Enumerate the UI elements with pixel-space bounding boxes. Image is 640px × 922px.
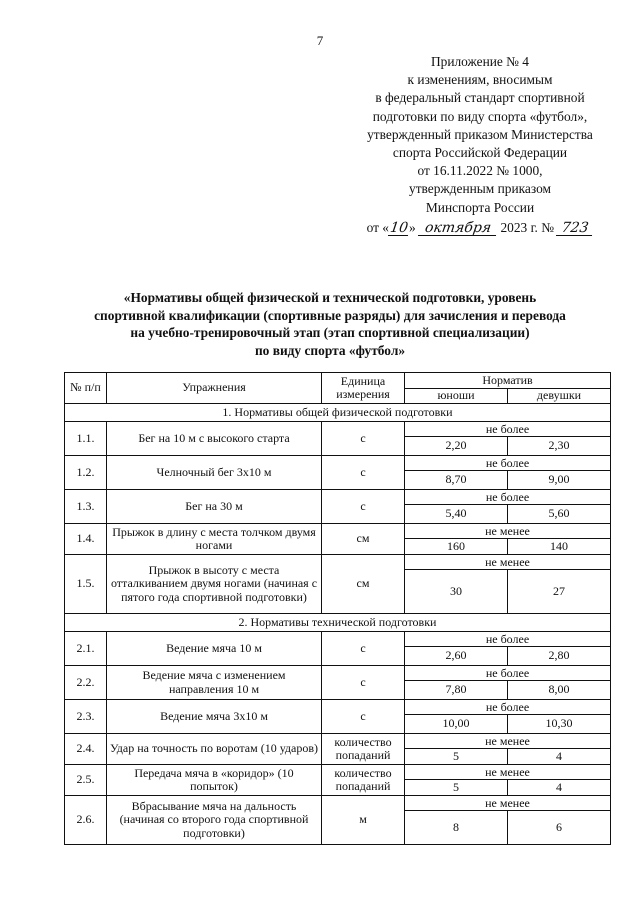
norm-condition: не менее [405,555,611,570]
girls-value: 2,30 [508,437,611,456]
boys-value: 8,70 [405,471,508,490]
unit: с [322,632,405,666]
exercise-name: Бег на 30 м [107,490,322,524]
table-row [65,666,611,681]
row-number: 1.3. [65,490,107,524]
norms-table-body [65,373,611,845]
unit: с [322,700,405,734]
boys-value: 160 [405,539,508,555]
header-row [65,373,611,389]
appendix-line: от 16.11.2022 № 1000, [417,163,543,179]
title-line: «Нормативы общей физической и технической подготовки, уровень [123,290,537,305]
girls-value: 27 [508,570,611,614]
table-row [65,796,611,811]
table-row [65,700,611,715]
order-date-line [340,219,620,237]
unit: с [322,666,405,700]
header-unit: Единица измерения [322,373,405,404]
girls-value: 4 [508,749,611,765]
norm-condition: не более [405,700,611,715]
unit: см [322,524,405,555]
date-mid: » [409,219,416,235]
header-norm: Норматив [405,373,611,389]
girls-value: 8,00 [508,681,611,700]
handwritten-order-number: 723 [556,221,594,236]
appendix-line: Приложение № 4 [430,54,530,69]
date-prefix: от « [366,219,390,235]
norm-condition: не менее [405,796,611,811]
boys-value: 5 [405,749,508,765]
boys-value: 2,60 [405,647,508,666]
unit: с [322,456,405,490]
exercise-name: Ведение мяча 3х10 м [107,700,322,734]
table-row [65,734,611,749]
appendix-line: к изменениям, вносимым [407,72,553,88]
norm-condition: не менее [405,524,611,539]
unit: с [322,422,405,456]
unit: количество попаданий [322,734,405,765]
girls-value: 10,30 [508,715,611,734]
exercise-name: Вбрасывание мяча на дальность (начиная со второго года спортивной подготовки) [107,796,322,845]
unit: см [322,555,405,614]
exercise-name: Передача мяча в «коридор» (10 попыток) [107,765,322,796]
section-title: 2. Нормативы технической подготовки [65,614,611,632]
table-row [65,490,611,505]
appendix-line: в федеральный стандарт спортивной [375,90,585,106]
row-number: 2.4. [65,734,107,765]
boys-value: 10,00 [405,715,508,734]
table-row [65,456,611,471]
exercise-name: Бег на 10 м с высокого старта [107,422,322,456]
girls-value: 2,80 [508,647,611,666]
table-row [65,765,611,780]
appendix-line: утвержденным приказом [409,181,551,197]
table-row [65,555,611,570]
exercise-name: Ведение мяча с изменением направления 10 м [107,666,322,700]
table-row [65,632,611,647]
norm-condition: не более [405,422,611,437]
section-row [65,404,611,422]
boys-value: 2,20 [405,437,508,456]
appendix-header [340,53,620,237]
row-number: 2.5. [65,765,107,796]
table-row [65,422,611,437]
table-row [65,524,611,539]
row-number: 2.1. [65,632,107,666]
handwritten-month: октября [418,221,498,236]
header-num: № п/п [65,373,107,404]
document-title [50,289,610,359]
norms-table [64,372,611,845]
row-number: 1.4. [65,524,107,555]
handwritten-day: 10 [389,219,410,236]
girls-value: 9,00 [508,471,611,490]
exercise-name: Прыжок в высоту с места отталкиванием двумя ногами (начиная с пятого года спортивной подготовки) [107,555,322,614]
row-number: 2.2. [65,666,107,700]
row-number: 2.3. [65,700,107,734]
unit: с [322,490,405,524]
girls-value: 140 [508,539,611,555]
norm-condition: не менее [405,765,611,780]
exercise-name: Челночный бег 3х10 м [107,456,322,490]
boys-value: 5 [405,780,508,796]
unit: количество попаданий [322,765,405,796]
girls-value: 5,60 [508,505,611,524]
title-line: на учебно-тренировочный этап (этап спортивной специализации) [130,325,530,340]
exercise-name: Ведение мяча 10 м [107,632,322,666]
boys-value: 7,80 [405,681,508,700]
row-number: 1.1. [65,422,107,456]
norm-condition: не более [405,632,611,647]
norm-condition: не менее [405,734,611,749]
boys-value: 5,40 [405,505,508,524]
appendix-line: подготовки по виду спорта «футбол», [372,108,588,124]
row-number: 1.5. [65,555,107,614]
exercise-name: Прыжок в длину с места толчком двумя ногами [107,524,322,555]
row-number: 2.6. [65,796,107,845]
row-number: 1.2. [65,456,107,490]
unit: м [322,796,405,845]
title-line: спортивной квалификации (спортивные разряды) для зачисления и перевода [94,307,566,323]
exercise-name: Удар на точность по воротам (10 ударов) [107,734,322,765]
appendix-line: спорта Российской Федерации [392,145,568,161]
section-title: 1. Нормативы общей физической подготовки [65,404,611,422]
appendix-line: утвержденный приказом Министерства [367,126,593,142]
appendix-line: Минспорта России [425,199,535,215]
section-row [65,614,611,632]
norm-condition: не более [405,490,611,505]
date-year: 2023 г. № [500,219,555,235]
girls-value: 4 [508,780,611,796]
header-boys: юноши [405,388,508,404]
title-line: по виду спорта «футбол» [254,342,406,358]
page-number: 7 [316,33,324,48]
header-exercise: Упражнения [107,373,322,404]
norm-condition: не более [405,666,611,681]
boys-value: 8 [405,811,508,845]
girls-value: 6 [508,811,611,845]
header-girls: девушки [508,388,611,404]
norm-condition: не более [405,456,611,471]
boys-value: 30 [405,570,508,614]
